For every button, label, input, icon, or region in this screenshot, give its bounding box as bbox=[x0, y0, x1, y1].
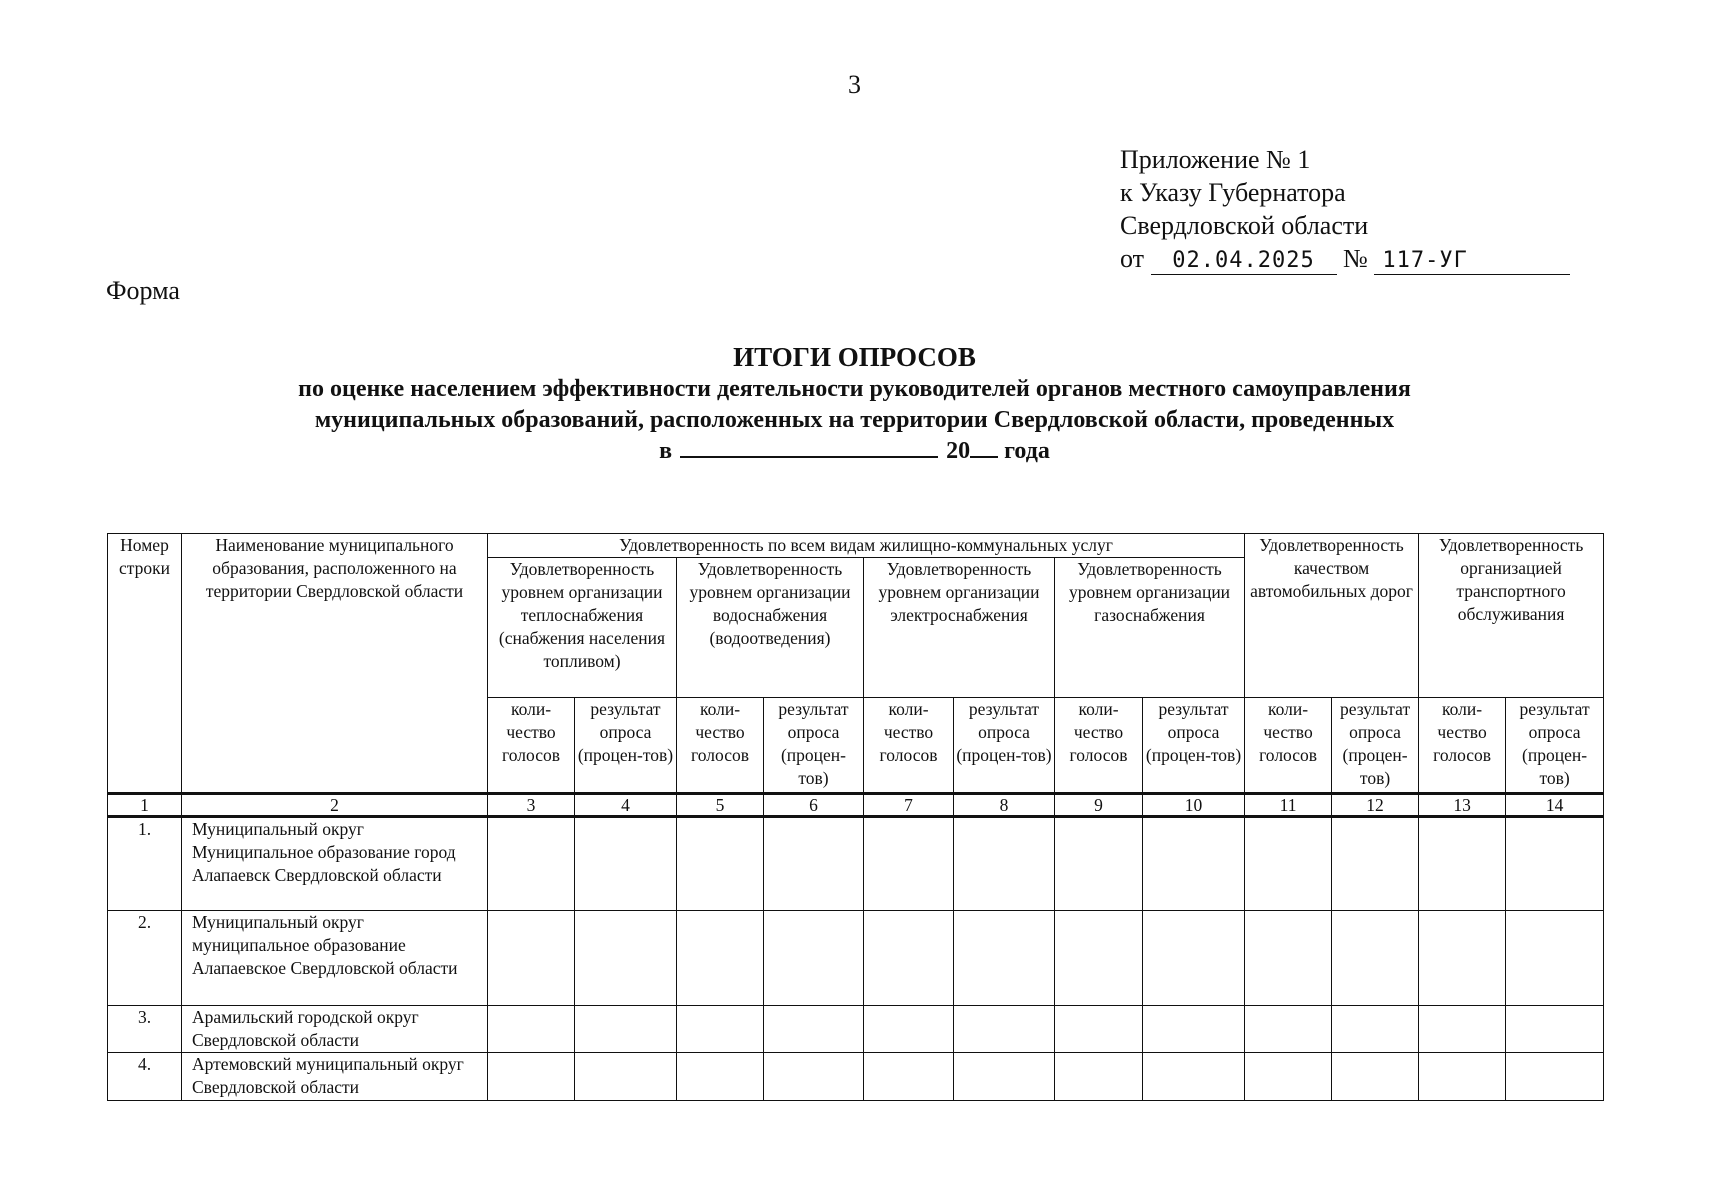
column-number: 8 bbox=[954, 794, 1055, 817]
date-prefix: от bbox=[1120, 244, 1145, 273]
page-number: 3 bbox=[848, 70, 861, 99]
appendix-block bbox=[1120, 143, 1570, 275]
period-suffix: года bbox=[1004, 438, 1050, 464]
header-municipality: Наименование муниципального образования, расположенного на территории Свердловской области bbox=[182, 534, 488, 794]
appendix-line-3: Свердловской области bbox=[1120, 211, 1369, 240]
table-row bbox=[108, 1006, 1604, 1053]
document-title bbox=[0, 340, 1709, 467]
appendix-line-2: к Указу Губернатора bbox=[1120, 178, 1346, 207]
column-number: 14 bbox=[1506, 794, 1604, 817]
header-housing-group: Удовлетворенность по всем видам жилищно-коммунальных услуг bbox=[488, 534, 1245, 558]
header-votes: коли-чество голосов bbox=[488, 698, 575, 794]
form-label: Форма bbox=[106, 276, 180, 305]
title-line-3: муниципальных образований, расположенных на территории Свердловской области, проведенных bbox=[314, 407, 1395, 433]
month-blank bbox=[680, 436, 938, 458]
header-result: результат опроса (процен-тов) bbox=[764, 698, 864, 794]
municipality-name: Муниципальный округ муниципальное образование Алапаевское Свердловской области bbox=[182, 911, 488, 1006]
header-votes: коли-чество голосов bbox=[1055, 698, 1143, 794]
header-result: результат опроса (процен-тов) bbox=[954, 698, 1055, 794]
decree-number: 117-УГ bbox=[1374, 248, 1570, 275]
column-number: 9 bbox=[1055, 794, 1143, 817]
header-votes: коли-чество голосов bbox=[1245, 698, 1332, 794]
column-number: 7 bbox=[864, 794, 954, 817]
header-result: результат опроса (процен-тов) bbox=[575, 698, 677, 794]
municipality-name: Муниципальный округ Муниципальное образование город Алапаевск Свердловской области bbox=[182, 817, 488, 911]
column-number: 5 bbox=[677, 794, 764, 817]
table-row bbox=[108, 1053, 1604, 1101]
header-votes: коли-чество голосов bbox=[864, 698, 954, 794]
header-electric: Удовлетворенность уровнем организации электроснабжения bbox=[864, 558, 1055, 698]
row-number: 4. bbox=[108, 1053, 182, 1101]
appendix-date-line bbox=[1120, 242, 1570, 275]
header-result: результат опроса (процен-тов) bbox=[1506, 698, 1604, 794]
header-transport: Удовлетворенность организацией транспортного обслуживания bbox=[1419, 534, 1604, 698]
column-number: 13 bbox=[1419, 794, 1506, 817]
column-number: 2 bbox=[182, 794, 488, 817]
header-gas: Удовлетворенность уровнем организации газоснабжения bbox=[1055, 558, 1245, 698]
title-period bbox=[0, 436, 1709, 467]
header-result: результат опроса (процен-тов) bbox=[1143, 698, 1245, 794]
header-row-number: Номер строки bbox=[108, 534, 182, 794]
period-year: 20 bbox=[946, 438, 971, 464]
title-main: ИТОГИ ОПРОСОВ bbox=[733, 342, 976, 372]
column-number: 11 bbox=[1245, 794, 1332, 817]
column-number: 3 bbox=[488, 794, 575, 817]
row-number: 2. bbox=[108, 911, 182, 1006]
year-blank bbox=[970, 436, 998, 458]
survey-table bbox=[107, 533, 1604, 1101]
header-water: Удовлетворенность уровнем организации водоснабжения (водоотведения) bbox=[677, 558, 864, 698]
municipality-name: Артемовский муниципальный округ Свердловской области bbox=[182, 1053, 488, 1101]
appendix-line-1: Приложение № 1 bbox=[1120, 145, 1311, 174]
column-number: 1 bbox=[108, 794, 182, 817]
number-prefix: № bbox=[1343, 244, 1368, 273]
municipality-name: Арамильский городской округ Свердловской области bbox=[182, 1006, 488, 1053]
column-number: 4 bbox=[575, 794, 677, 817]
title-line-2: по оценке населением эффективности деятельности руководителей органов местного самоуправления bbox=[298, 376, 1411, 402]
table-row bbox=[108, 817, 1604, 911]
header-roads: Удовлетворенность качеством автомобильных дорог bbox=[1245, 534, 1419, 698]
row-number: 3. bbox=[108, 1006, 182, 1053]
table-row bbox=[108, 911, 1604, 1006]
header-votes: коли-чество голосов bbox=[1419, 698, 1506, 794]
column-number: 12 bbox=[1332, 794, 1419, 817]
header-result: результат опроса (процен-тов) bbox=[1332, 698, 1419, 794]
decree-date: 02.04.2025 bbox=[1151, 248, 1337, 275]
column-number: 10 bbox=[1143, 794, 1245, 817]
header-votes: коли-чество голосов bbox=[677, 698, 764, 794]
period-prefix: в bbox=[659, 438, 673, 464]
row-number: 1. bbox=[108, 817, 182, 911]
column-number: 6 bbox=[764, 794, 864, 817]
header-heat: Удовлетворенность уровнем организации теплоснабжения (снабжения населения топливом) bbox=[488, 558, 677, 698]
